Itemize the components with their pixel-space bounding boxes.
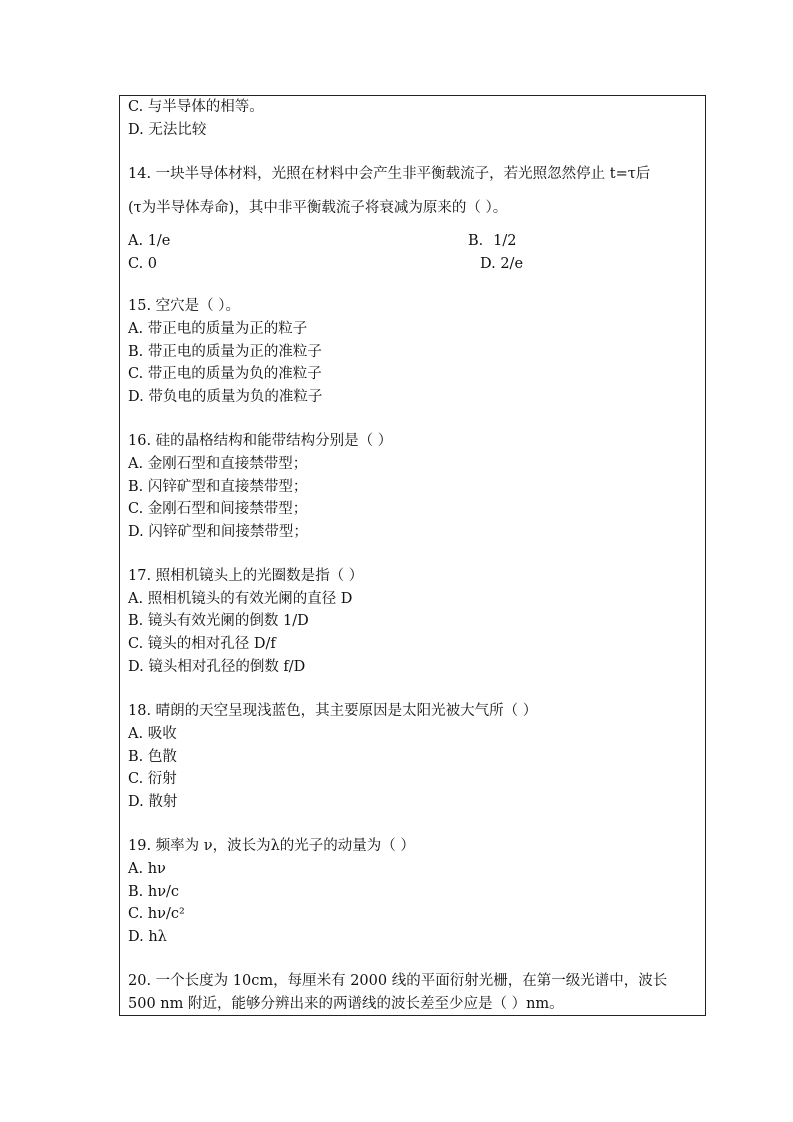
q17-option-d: D. 镜头相对孔径的倒数 f/D (128, 659, 306, 675)
q15-option-a: A. 带正电的质量为正的粒子 (128, 321, 308, 337)
q16-option-b: B. 闪锌矿型和直接禁带型； (128, 479, 308, 495)
q16-option-a: A. 金刚石型和直接禁带型； (128, 456, 308, 472)
q15-option-d: D. 带负电的质量为负的准粒子 (128, 389, 323, 405)
q14-option-d: D. 2/e (480, 256, 524, 272)
q18-option-d: D. 散射 (128, 794, 178, 810)
q15-stem: 15. 空穴是（ ）。 (128, 298, 241, 314)
q19-stem: 19. 频率为 ν，波长为λ的光子的动量为（ ） (128, 838, 415, 854)
q20-stem-line1: 20. 一个长度为 10cm，每厘米有 2000 线的平面衍射光栅，在第一级光谱中，波长 (128, 973, 668, 989)
q18-stem: 18. 晴朗的天空呈现浅蓝色，其主要原因是太阳光被大气所（ ） (128, 703, 538, 719)
q16-option-c: C. 金刚石型和间接禁带型； (128, 501, 308, 517)
q17-stem: 17. 照相机镜头上的光圈数是指（ ） (128, 568, 364, 584)
q16-option-d: D. 闪锌矿型和间接禁带型； (128, 524, 308, 540)
q17-option-a: A. 照相机镜头的有效光阑的直径 D (128, 591, 353, 607)
q18-option-b: B. 色散 (128, 749, 177, 765)
prev-option-d: D. 无法比较 (128, 122, 207, 138)
q20-stem-line2: 500 nm 附近，能够分辨出来的两谱线的波长差至少应是（ ）nm。 (128, 996, 564, 1012)
q14-option-c: C. 0 (128, 256, 158, 272)
q15-option-c: C. 带正电的质量为负的准粒子 (128, 366, 322, 382)
q15-option-b: B. 带正电的质量为正的准粒子 (128, 344, 322, 360)
q19-option-c: C. hν/c² (128, 906, 185, 922)
prev-option-c: C. 与半导体的相等。 (128, 99, 264, 115)
q19-option-b: B. hν/c (128, 884, 180, 900)
q16-stem: 16. 硅的晶格结构和能带结构分别是（ ） (128, 433, 393, 449)
q19-option-a: A. hν (128, 861, 166, 877)
question-frame (119, 95, 706, 1016)
q17-option-b: B. 镜头有效光阑的倒数 1/D (128, 613, 309, 629)
q14-option-b: B．1/2 (468, 233, 517, 249)
q18-option-a: A. 吸收 (128, 726, 177, 742)
q17-option-c: C. 镜头的相对孔径 D/f (128, 636, 276, 652)
q14-option-a: A. 1/e (128, 233, 171, 249)
q14-stem-line1: 14. 一块半导体材料，光照在材料中会产生非平衡载流子，若光照忽然停止 t=τ后 (128, 166, 651, 182)
q18-option-c: C. 衍射 (128, 771, 177, 787)
q14-stem-line2: (τ为半导体寿命)，其中非平衡载流子将衰减为原来的（ ）。 (128, 200, 508, 216)
q19-option-d: D. hλ (128, 929, 167, 945)
